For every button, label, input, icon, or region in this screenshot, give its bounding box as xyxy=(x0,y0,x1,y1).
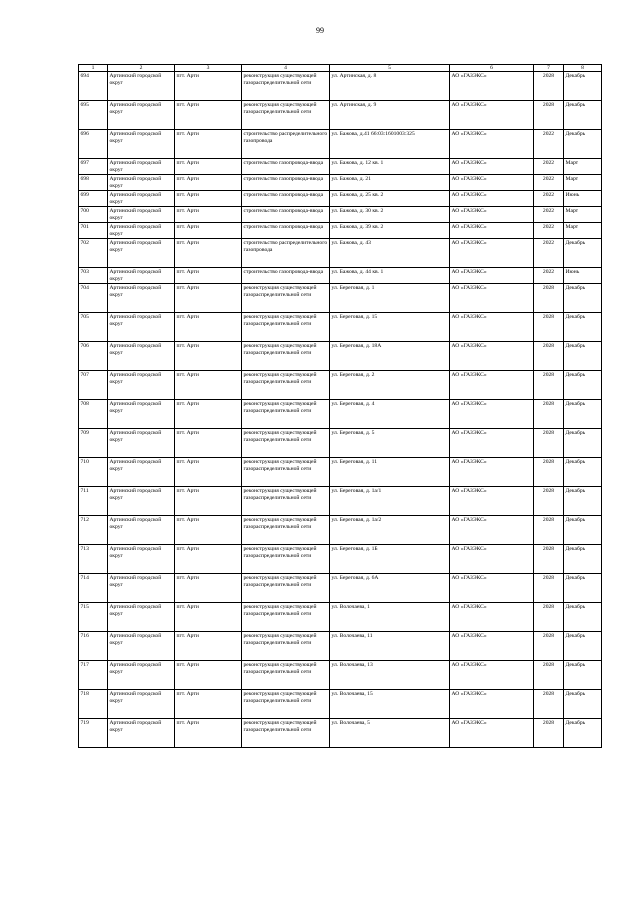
work-type-cell: реконструкция существующей газораспределительной сети xyxy=(242,313,330,342)
row-number: 701 xyxy=(79,223,108,239)
organization-cell: АО «ГАЗЭКС» xyxy=(450,371,534,400)
column-header: 5 xyxy=(330,65,450,72)
month-cell: Декабрь xyxy=(564,284,602,313)
locality-cell: пгт. Арти xyxy=(175,371,242,400)
month-cell: Март xyxy=(564,223,602,239)
address-cell: ул. Волочаева, 5 xyxy=(330,719,450,748)
locality-cell: пгт. Арти xyxy=(175,223,242,239)
address-cell: ул. Береговая, д. 18А xyxy=(330,342,450,371)
locality-cell: пгт. Арти xyxy=(175,458,242,487)
month-cell: Декабрь xyxy=(564,574,602,603)
year-cell: 2028 xyxy=(534,101,564,130)
address-cell: ул. Береговая, д. 2 xyxy=(330,371,450,400)
district-cell: Артинский городской округ xyxy=(108,342,175,371)
year-cell: 2022 xyxy=(534,191,564,207)
row-number: 706 xyxy=(79,342,108,371)
locality-cell: пгт. Арти xyxy=(175,239,242,268)
year-cell: 2028 xyxy=(534,632,564,661)
district-cell: Артинский городской округ xyxy=(108,284,175,313)
organization-cell: АО «ГАЗЭКС» xyxy=(450,191,534,207)
page-number: 99 xyxy=(316,26,324,35)
table-row xyxy=(79,223,602,239)
address-cell: ул. Артинская, д. 9 xyxy=(330,101,450,130)
district-cell: Артинский городской округ xyxy=(108,313,175,342)
locality-cell: пгт. Арти xyxy=(175,545,242,574)
locality-cell: пгт. Арти xyxy=(175,207,242,223)
month-cell: Декабрь xyxy=(564,72,602,101)
month-cell: Декабрь xyxy=(564,130,602,159)
column-header: 3 xyxy=(175,65,242,72)
work-type-cell: реконструкция существующей газораспределительной сети xyxy=(242,72,330,101)
register-table xyxy=(78,64,602,748)
month-cell: Июнь xyxy=(564,191,602,207)
year-cell: 2022 xyxy=(534,268,564,284)
district-cell: Артинский городской округ xyxy=(108,130,175,159)
locality-cell: пгт. Арти xyxy=(175,400,242,429)
work-type-cell: строительство распределительного газопровода xyxy=(242,239,330,268)
row-number: 710 xyxy=(79,458,108,487)
district-cell: Артинский городской округ xyxy=(108,207,175,223)
table-row xyxy=(79,487,602,516)
row-number: 717 xyxy=(79,661,108,690)
row-number: 715 xyxy=(79,603,108,632)
work-type-cell: строительство газопровода-ввода xyxy=(242,268,330,284)
year-cell: 2022 xyxy=(534,175,564,191)
organization-cell: АО «ГАЗЭКС» xyxy=(450,130,534,159)
address-cell: ул. Береговая, д. 1а/2 xyxy=(330,516,450,545)
work-type-cell: реконструкция существующей газораспределительной сети xyxy=(242,101,330,130)
address-cell: ул. Береговая, д. 15 xyxy=(330,313,450,342)
work-type-cell: реконструкция существующей газораспределительной сети xyxy=(242,516,330,545)
district-cell: Артинский городской округ xyxy=(108,400,175,429)
row-number: 712 xyxy=(79,516,108,545)
work-type-cell: реконструкция существующей газораспределительной сети xyxy=(242,661,330,690)
table-row xyxy=(79,239,602,268)
organization-cell: АО «ГАЗЭКС» xyxy=(450,458,534,487)
locality-cell: пгт. Арти xyxy=(175,313,242,342)
work-type-cell: реконструкция существующей газораспределительной сети xyxy=(242,690,330,719)
work-type-cell: реконструкция существующей газораспределительной сети xyxy=(242,400,330,429)
district-cell: Артинский городской округ xyxy=(108,175,175,191)
column-header: 8 xyxy=(564,65,602,72)
locality-cell: пгт. Арти xyxy=(175,191,242,207)
year-cell: 2028 xyxy=(534,400,564,429)
column-header: 1 xyxy=(79,65,108,72)
work-type-cell: реконструкция существующей газораспределительной сети xyxy=(242,545,330,574)
row-number: 694 xyxy=(79,72,108,101)
district-cell: Артинский городской округ xyxy=(108,574,175,603)
locality-cell: пгт. Арти xyxy=(175,429,242,458)
work-type-cell: реконструкция существующей газораспределительной сети xyxy=(242,719,330,748)
organization-cell: АО «ГАЗЭКС» xyxy=(450,207,534,223)
row-number: 698 xyxy=(79,175,108,191)
district-cell: Артинский городской округ xyxy=(108,632,175,661)
table-row xyxy=(79,545,602,574)
district-cell: Артинский городской округ xyxy=(108,458,175,487)
row-number: 696 xyxy=(79,130,108,159)
district-cell: Артинский городской округ xyxy=(108,661,175,690)
address-cell: ул. Береговая, д. 11 xyxy=(330,458,450,487)
district-cell: Артинский городской округ xyxy=(108,429,175,458)
table-row xyxy=(79,191,602,207)
district-cell: Артинский городской округ xyxy=(108,268,175,284)
address-cell: ул. Бажова, д. 30 кв. 2 xyxy=(330,207,450,223)
organization-cell: АО «ГАЗЭКС» xyxy=(450,545,534,574)
row-number: 719 xyxy=(79,719,108,748)
row-number: 702 xyxy=(79,239,108,268)
address-cell: ул. Волочаева, 1 xyxy=(330,603,450,632)
row-number: 716 xyxy=(79,632,108,661)
year-cell: 2028 xyxy=(534,574,564,603)
district-cell: Артинский городской округ xyxy=(108,719,175,748)
year-cell: 2028 xyxy=(534,342,564,371)
table-row xyxy=(79,719,602,748)
address-cell: ул. Береговая, д. 1а/1 xyxy=(330,487,450,516)
month-cell: Март xyxy=(564,175,602,191)
locality-cell: пгт. Арти xyxy=(175,632,242,661)
work-type-cell: строительство распределительного газопровода xyxy=(242,130,330,159)
address-cell: ул. Береговая, д. 4 xyxy=(330,400,450,429)
locality-cell: пгт. Арти xyxy=(175,284,242,313)
work-type-cell: строительство газопровода-ввода xyxy=(242,191,330,207)
address-cell: ул. Бажова, д. 25 кв. 2 xyxy=(330,191,450,207)
row-number: 718 xyxy=(79,690,108,719)
month-cell: Декабрь xyxy=(564,719,602,748)
district-cell: Артинский городской округ xyxy=(108,223,175,239)
year-cell: 2022 xyxy=(534,223,564,239)
work-type-cell: реконструкция существующей газораспределительной сети xyxy=(242,458,330,487)
month-cell: Декабрь xyxy=(564,458,602,487)
organization-cell: АО «ГАЗЭКС» xyxy=(450,487,534,516)
year-cell: 2028 xyxy=(534,603,564,632)
year-cell: 2028 xyxy=(534,487,564,516)
locality-cell: пгт. Арти xyxy=(175,175,242,191)
header-row xyxy=(79,65,602,72)
table-row xyxy=(79,101,602,130)
row-number: 708 xyxy=(79,400,108,429)
month-cell: Декабрь xyxy=(564,313,602,342)
organization-cell: АО «ГАЗЭКС» xyxy=(450,342,534,371)
year-cell: 2028 xyxy=(534,371,564,400)
month-cell: Декабрь xyxy=(564,545,602,574)
month-cell: Июнь xyxy=(564,268,602,284)
district-cell: Артинский городской округ xyxy=(108,101,175,130)
work-type-cell: строительство газопровода-ввода xyxy=(242,175,330,191)
locality-cell: пгт. Арти xyxy=(175,690,242,719)
month-cell: Декабрь xyxy=(564,661,602,690)
table-row xyxy=(79,72,602,101)
year-cell: 2022 xyxy=(534,130,564,159)
table-row xyxy=(79,130,602,159)
organization-cell: АО «ГАЗЭКС» xyxy=(450,268,534,284)
work-type-cell: строительство газопровода-ввода xyxy=(242,223,330,239)
organization-cell: АО «ГАЗЭКС» xyxy=(450,661,534,690)
locality-cell: пгт. Арти xyxy=(175,603,242,632)
year-cell: 2022 xyxy=(534,207,564,223)
address-cell: ул. Бажова, д.41 66:03:1601003:325 xyxy=(330,130,450,159)
year-cell: 2028 xyxy=(534,72,564,101)
month-cell: Декабрь xyxy=(564,603,602,632)
organization-cell: АО «ГАЗЭКС» xyxy=(450,516,534,545)
work-type-cell: реконструкция существующей газораспределительной сети xyxy=(242,371,330,400)
locality-cell: пгт. Арти xyxy=(175,719,242,748)
month-cell: Декабрь xyxy=(564,342,602,371)
district-cell: Артинский городской округ xyxy=(108,159,175,175)
organization-cell: АО «ГАЗЭКС» xyxy=(450,223,534,239)
row-number: 711 xyxy=(79,487,108,516)
organization-cell: АО «ГАЗЭКС» xyxy=(450,719,534,748)
row-number: 713 xyxy=(79,545,108,574)
month-cell: Март xyxy=(564,159,602,175)
year-cell: 2028 xyxy=(534,661,564,690)
work-type-cell: реконструкция существующей газораспределительной сети xyxy=(242,603,330,632)
locality-cell: пгт. Арти xyxy=(175,487,242,516)
month-cell: Декабрь xyxy=(564,429,602,458)
column-header: 6 xyxy=(450,65,534,72)
table-row xyxy=(79,175,602,191)
table-row xyxy=(79,516,602,545)
address-cell: ул. Волочаева, 13 xyxy=(330,661,450,690)
address-cell: ул. Береговая, д. 1Б xyxy=(330,545,450,574)
table-row xyxy=(79,458,602,487)
table-row xyxy=(79,661,602,690)
work-type-cell: реконструкция существующей газораспределительной сети xyxy=(242,342,330,371)
table-row xyxy=(79,574,602,603)
row-number: 699 xyxy=(79,191,108,207)
row-number: 705 xyxy=(79,313,108,342)
address-cell: ул. Волочаева, 15 xyxy=(330,690,450,719)
column-header: 4 xyxy=(242,65,330,72)
locality-cell: пгт. Арти xyxy=(175,661,242,690)
table-row xyxy=(79,690,602,719)
address-cell: ул. Бажова, д. 12 кв. 1 xyxy=(330,159,450,175)
address-cell: ул. Береговая, д. 5 xyxy=(330,429,450,458)
table-body xyxy=(79,72,602,748)
district-cell: Артинский городской округ xyxy=(108,545,175,574)
year-cell: 2028 xyxy=(534,690,564,719)
district-cell: Артинский городской округ xyxy=(108,72,175,101)
address-cell: ул. Бажова, д. 44 кв. 1 xyxy=(330,268,450,284)
district-cell: Артинский городской округ xyxy=(108,516,175,545)
address-cell: ул. Артинская, д. 8 xyxy=(330,72,450,101)
locality-cell: пгт. Арти xyxy=(175,574,242,603)
month-cell: Декабрь xyxy=(564,239,602,268)
table-row xyxy=(79,159,602,175)
organization-cell: АО «ГАЗЭКС» xyxy=(450,574,534,603)
locality-cell: пгт. Арти xyxy=(175,72,242,101)
work-type-cell: реконструкция существующей газораспределительной сети xyxy=(242,487,330,516)
organization-cell: АО «ГАЗЭКС» xyxy=(450,400,534,429)
work-type-cell: строительство газопровода-ввода xyxy=(242,159,330,175)
address-cell: ул. Береговая, д. 6А xyxy=(330,574,450,603)
column-header: 7 xyxy=(534,65,564,72)
work-type-cell: реконструкция существующей газораспределительной сети xyxy=(242,429,330,458)
locality-cell: пгт. Арти xyxy=(175,159,242,175)
table-row xyxy=(79,207,602,223)
table-row xyxy=(79,603,602,632)
district-cell: Артинский городской округ xyxy=(108,603,175,632)
locality-cell: пгт. Арти xyxy=(175,130,242,159)
row-number: 695 xyxy=(79,101,108,130)
year-cell: 2028 xyxy=(534,458,564,487)
address-cell: ул. Бажова, д. 43 xyxy=(330,239,450,268)
organization-cell: АО «ГАЗЭКС» xyxy=(450,284,534,313)
row-number: 700 xyxy=(79,207,108,223)
address-cell: ул. Волочаева, 11 xyxy=(330,632,450,661)
row-number: 707 xyxy=(79,371,108,400)
month-cell: Март xyxy=(564,207,602,223)
table-row xyxy=(79,400,602,429)
month-cell: Декабрь xyxy=(564,632,602,661)
month-cell: Декабрь xyxy=(564,400,602,429)
year-cell: 2022 xyxy=(534,239,564,268)
district-cell: Артинский городской округ xyxy=(108,239,175,268)
table-row xyxy=(79,429,602,458)
year-cell: 2028 xyxy=(534,313,564,342)
row-number: 697 xyxy=(79,159,108,175)
organization-cell: АО «ГАЗЭКС» xyxy=(450,239,534,268)
table-row xyxy=(79,284,602,313)
year-cell: 2028 xyxy=(534,516,564,545)
table-row xyxy=(79,632,602,661)
month-cell: Декабрь xyxy=(564,371,602,400)
month-cell: Декабрь xyxy=(564,516,602,545)
address-cell: ул. Береговая, д. 1 xyxy=(330,284,450,313)
work-type-cell: строительство газопровода-ввода xyxy=(242,207,330,223)
address-cell: ул. Бажова, д. 21 xyxy=(330,175,450,191)
year-cell: 2028 xyxy=(534,284,564,313)
district-cell: Артинский городской округ xyxy=(108,371,175,400)
table-row xyxy=(79,342,602,371)
work-type-cell: реконструкция существующей газораспределительной сети xyxy=(242,284,330,313)
address-cell: ул. Бажова, д. 39 кв. 2 xyxy=(330,223,450,239)
month-cell: Декабрь xyxy=(564,690,602,719)
organization-cell: АО «ГАЗЭКС» xyxy=(450,603,534,632)
work-type-cell: реконструкция существующей газораспределительной сети xyxy=(242,574,330,603)
row-number: 709 xyxy=(79,429,108,458)
locality-cell: пгт. Арти xyxy=(175,101,242,130)
row-number: 704 xyxy=(79,284,108,313)
row-number: 703 xyxy=(79,268,108,284)
district-cell: Артинский городской округ xyxy=(108,487,175,516)
organization-cell: АО «ГАЗЭКС» xyxy=(450,632,534,661)
month-cell: Декабрь xyxy=(564,101,602,130)
district-cell: Артинский городской округ xyxy=(108,690,175,719)
organization-cell: АО «ГАЗЭКС» xyxy=(450,72,534,101)
column-header: 2 xyxy=(108,65,175,72)
year-cell: 2028 xyxy=(534,429,564,458)
table-row xyxy=(79,313,602,342)
work-type-cell: реконструкция существующей газораспределительной сети xyxy=(242,632,330,661)
table-row xyxy=(79,268,602,284)
locality-cell: пгт. Арти xyxy=(175,268,242,284)
month-cell: Декабрь xyxy=(564,487,602,516)
table-row xyxy=(79,371,602,400)
locality-cell: пгт. Арти xyxy=(175,342,242,371)
organization-cell: АО «ГАЗЭКС» xyxy=(450,175,534,191)
organization-cell: АО «ГАЗЭКС» xyxy=(450,101,534,130)
year-cell: 2028 xyxy=(534,719,564,748)
organization-cell: АО «ГАЗЭКС» xyxy=(450,159,534,175)
organization-cell: АО «ГАЗЭКС» xyxy=(450,690,534,719)
organization-cell: АО «ГАЗЭКС» xyxy=(450,313,534,342)
year-cell: 2022 xyxy=(534,159,564,175)
organization-cell: АО «ГАЗЭКС» xyxy=(450,429,534,458)
row-number: 714 xyxy=(79,574,108,603)
year-cell: 2028 xyxy=(534,545,564,574)
locality-cell: пгт. Арти xyxy=(175,516,242,545)
district-cell: Артинский городской округ xyxy=(108,191,175,207)
